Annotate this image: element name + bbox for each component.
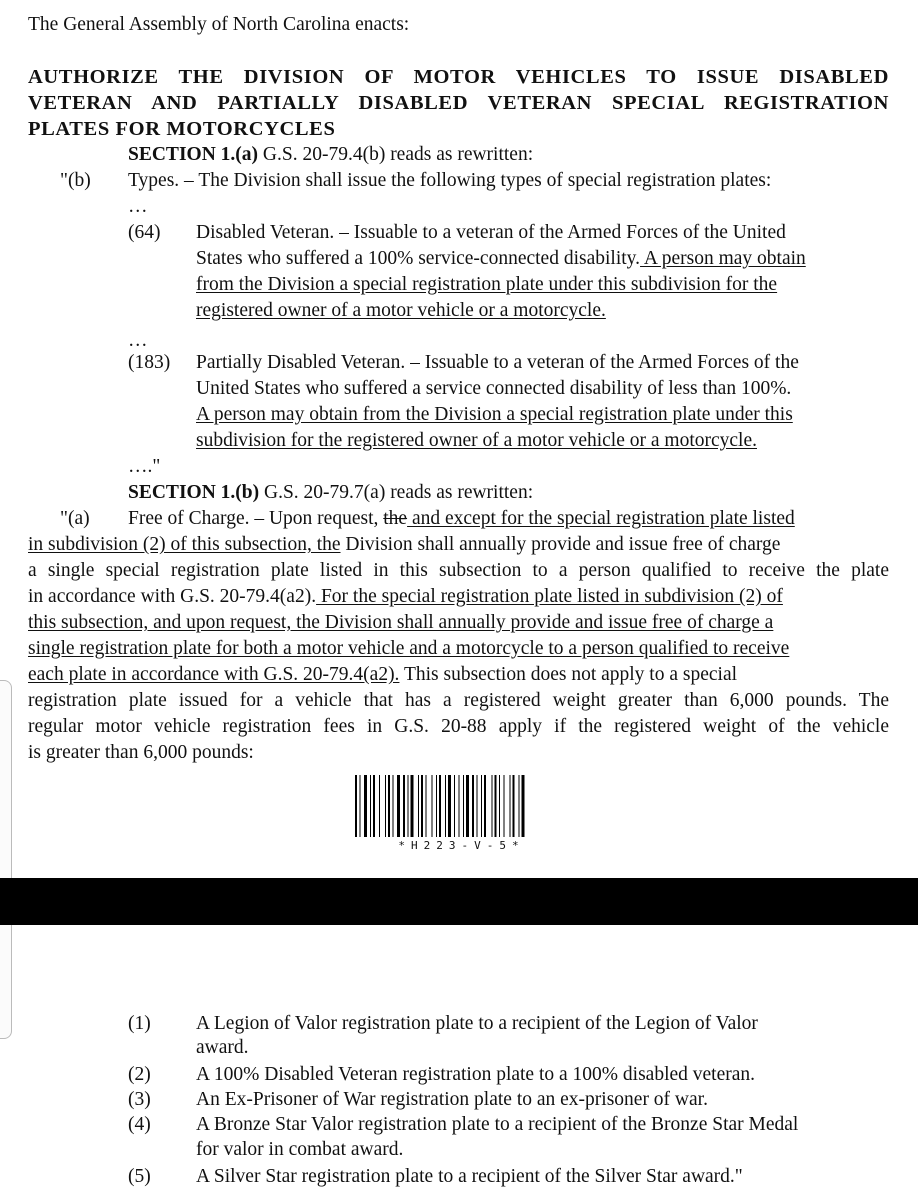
black-redaction-bar (0, 878, 918, 925)
section-1a-heading-text: G.S. 20-79.4(b) reads as rewritten: (258, 144, 534, 165)
barcode-bar (522, 775, 525, 837)
barcode-bar (432, 775, 433, 837)
item-64-line-3: from the Division a special registration plate under this subdivision for the (196, 274, 778, 295)
barcode-bar (360, 775, 361, 837)
barcode-bar (445, 775, 446, 837)
subsection-b-text: Types. – The Division shall issue the following types of special registration plates: (128, 170, 772, 191)
list-item-4-number: (4) (128, 1114, 151, 1135)
barcode-bar (370, 775, 371, 837)
subsection-a-line-2 (28, 532, 780, 558)
list-item-4-line-2: for valor in combat award. (196, 1139, 404, 1160)
list-item-3-number: (3) (128, 1089, 151, 1110)
barcode-bar (418, 775, 419, 837)
barcode-bar (481, 775, 482, 837)
list-item-5-line-1: A Silver Star registration plate to a recipient of the Silver Star award." (196, 1166, 743, 1187)
inserted-text: and except for the special registration plate listed (407, 508, 795, 529)
item-183-line-1: Partially Disabled Veteran. – Issuable to a veteran of the Armed Forces of the (196, 352, 799, 373)
subsection-a-line-9: regular motor vehicle registration fees in G.S. 20-88 apply if the registered weight of the vehicle (28, 716, 889, 737)
subsection-a-line-5: this subsection, and upon request, the Division shall annually provide and issue free of charge a (28, 612, 774, 633)
item-64-line-1: Disabled Veteran. – Issuable to a veteran of the Armed Forces of the United (196, 222, 786, 243)
barcode-bar (477, 775, 478, 837)
inserted-text: For the special registration plate listed in subdivision (2) of (316, 586, 783, 607)
barcode-bar (408, 775, 409, 837)
barcode-bar (492, 775, 493, 837)
subsection-a-line-7 (28, 662, 737, 688)
barcode-bar (463, 775, 464, 837)
item-64-number: (64) (128, 222, 161, 243)
barcode (355, 775, 568, 837)
list-item-1-line-1: A Legion of Valor registration plate to a recipient of the Legion of Valor (196, 1013, 758, 1034)
barcode-bar (385, 775, 386, 837)
barcode-bar (436, 775, 437, 837)
barcode-bar (397, 775, 400, 837)
barcode-bar (484, 775, 486, 837)
subsection-a-line-1 (128, 506, 795, 532)
item-64-line-2-text: States who suffered a 100% service-connected disability. (196, 248, 641, 269)
list-item-3-line-1: An Ex-Prisoner of War registration plate to an ex-prisoner of war. (196, 1089, 708, 1110)
list-item-5-number: (5) (128, 1166, 151, 1187)
barcode-bar (379, 775, 380, 837)
page-edge-tab (0, 680, 12, 1039)
ellipsis: … (128, 330, 148, 351)
section-1a-label: SECTION 1.(a) (128, 144, 259, 165)
barcode-label: *H223-V-5* (398, 839, 525, 852)
subsection-a-line-6: single registration plate for both a motor vehicle and a motorcycle to a person qualified to receive (28, 638, 790, 659)
subsection-a-line-4 (28, 584, 783, 610)
barcode-bar (454, 775, 455, 837)
barcode-bar (513, 775, 515, 837)
subsection-a-line-8: registration plate issued for a vehicle that has a registered weight greater than 6,000 pounds. The (28, 690, 889, 711)
subsection-a-line-4-text: in accordance with G.S. 20-79.4(a2). (28, 586, 317, 607)
list-item-1-number: (1) (128, 1013, 151, 1034)
barcode-bar (439, 775, 441, 837)
barcode-bar (504, 775, 505, 837)
item-64-line-2-insert: A person may obtain (640, 248, 806, 269)
barcode-bar (388, 775, 390, 837)
list-item-4-line-1: A Bronze Star Valor registration plate to a recipient of the Bronze Star Medal (196, 1114, 799, 1135)
subsection-a-line-7-text: This subsection does not apply to a special (399, 664, 738, 685)
barcode-bar (459, 775, 460, 837)
subsection-b-mark: "(b) (60, 170, 91, 191)
subsection-a-line-2-text: Division shall annually provide and issue free of charge (340, 534, 781, 555)
subsection-a-mark: "(a) (60, 508, 90, 529)
item-64-line-2 (196, 246, 806, 272)
barcode-bar (472, 775, 474, 837)
barcode-bar (403, 775, 405, 837)
list-item-1-line-2: award. (196, 1037, 249, 1058)
barcode-bar (499, 775, 500, 837)
subsection-a-line-3: a single special registration plate listed in this subsection to a person qualified to receive the plate (28, 560, 889, 581)
barcode-bar (426, 775, 427, 837)
bill-title-line-3: PLATES FOR MOTORCYCLES (28, 118, 336, 140)
barcode-bar (421, 775, 423, 837)
barcode-bar (373, 775, 375, 837)
enacting-clause: The General Assembly of North Carolina enacts: (28, 14, 410, 35)
struck-text: the (383, 508, 408, 529)
barcode-bar (411, 775, 414, 837)
barcode-bar (393, 775, 394, 837)
inserted-text: in subdivision (2) of this subsection, the (28, 534, 341, 555)
barcode-bar (355, 775, 357, 837)
section-1a-end: …." (128, 456, 161, 477)
item-183-number: (183) (128, 352, 171, 373)
section-1b-heading (128, 480, 533, 506)
item-183-line-4: subdivision for the registered owner of a motor vehicle or a motorcycle. (196, 430, 757, 451)
inserted-text: each plate in accordance with G.S. 20-79.4(a2). (28, 664, 400, 685)
item-64-line-4: registered owner of a motor vehicle or a motorcycle. (196, 300, 606, 321)
barcode-bar (466, 775, 469, 837)
bill-title-line-2: VETERAN AND PARTIALLY DISABLED VETERAN SPECIAL REGISTRATION (28, 92, 889, 114)
subsection-a-line-10: is greater than 6,000 pounds: (28, 742, 254, 763)
item-183-line-2: United States who suffered a service connected disability of less than 100%. (196, 378, 792, 399)
list-item-2-line-1: A 100% Disabled Veteran registration plate to a 100% disabled veteran. (196, 1064, 756, 1085)
subsection-a-line-1-text: Free of Charge. – Upon request, (128, 508, 384, 529)
barcode-bar (364, 775, 367, 837)
list-item-2-number: (2) (128, 1064, 151, 1085)
barcode-bar (495, 775, 497, 837)
item-183-line-3: A person may obtain from the Division a special registration plate under this (196, 404, 793, 425)
barcode-bar (510, 775, 511, 837)
barcode-bar (448, 775, 451, 837)
section-1a-heading (128, 142, 533, 168)
section-1b-label: SECTION 1.(b) (128, 482, 260, 503)
bill-title-line-1: AUTHORIZE THE DIVISION OF MOTOR VEHICLES TO ISSUE DISABLED (28, 66, 889, 88)
section-1b-heading-text: G.S. 20-79.7(a) reads as rewritten: (259, 482, 534, 503)
ellipsis: … (128, 196, 148, 217)
barcode-bar (519, 775, 520, 837)
